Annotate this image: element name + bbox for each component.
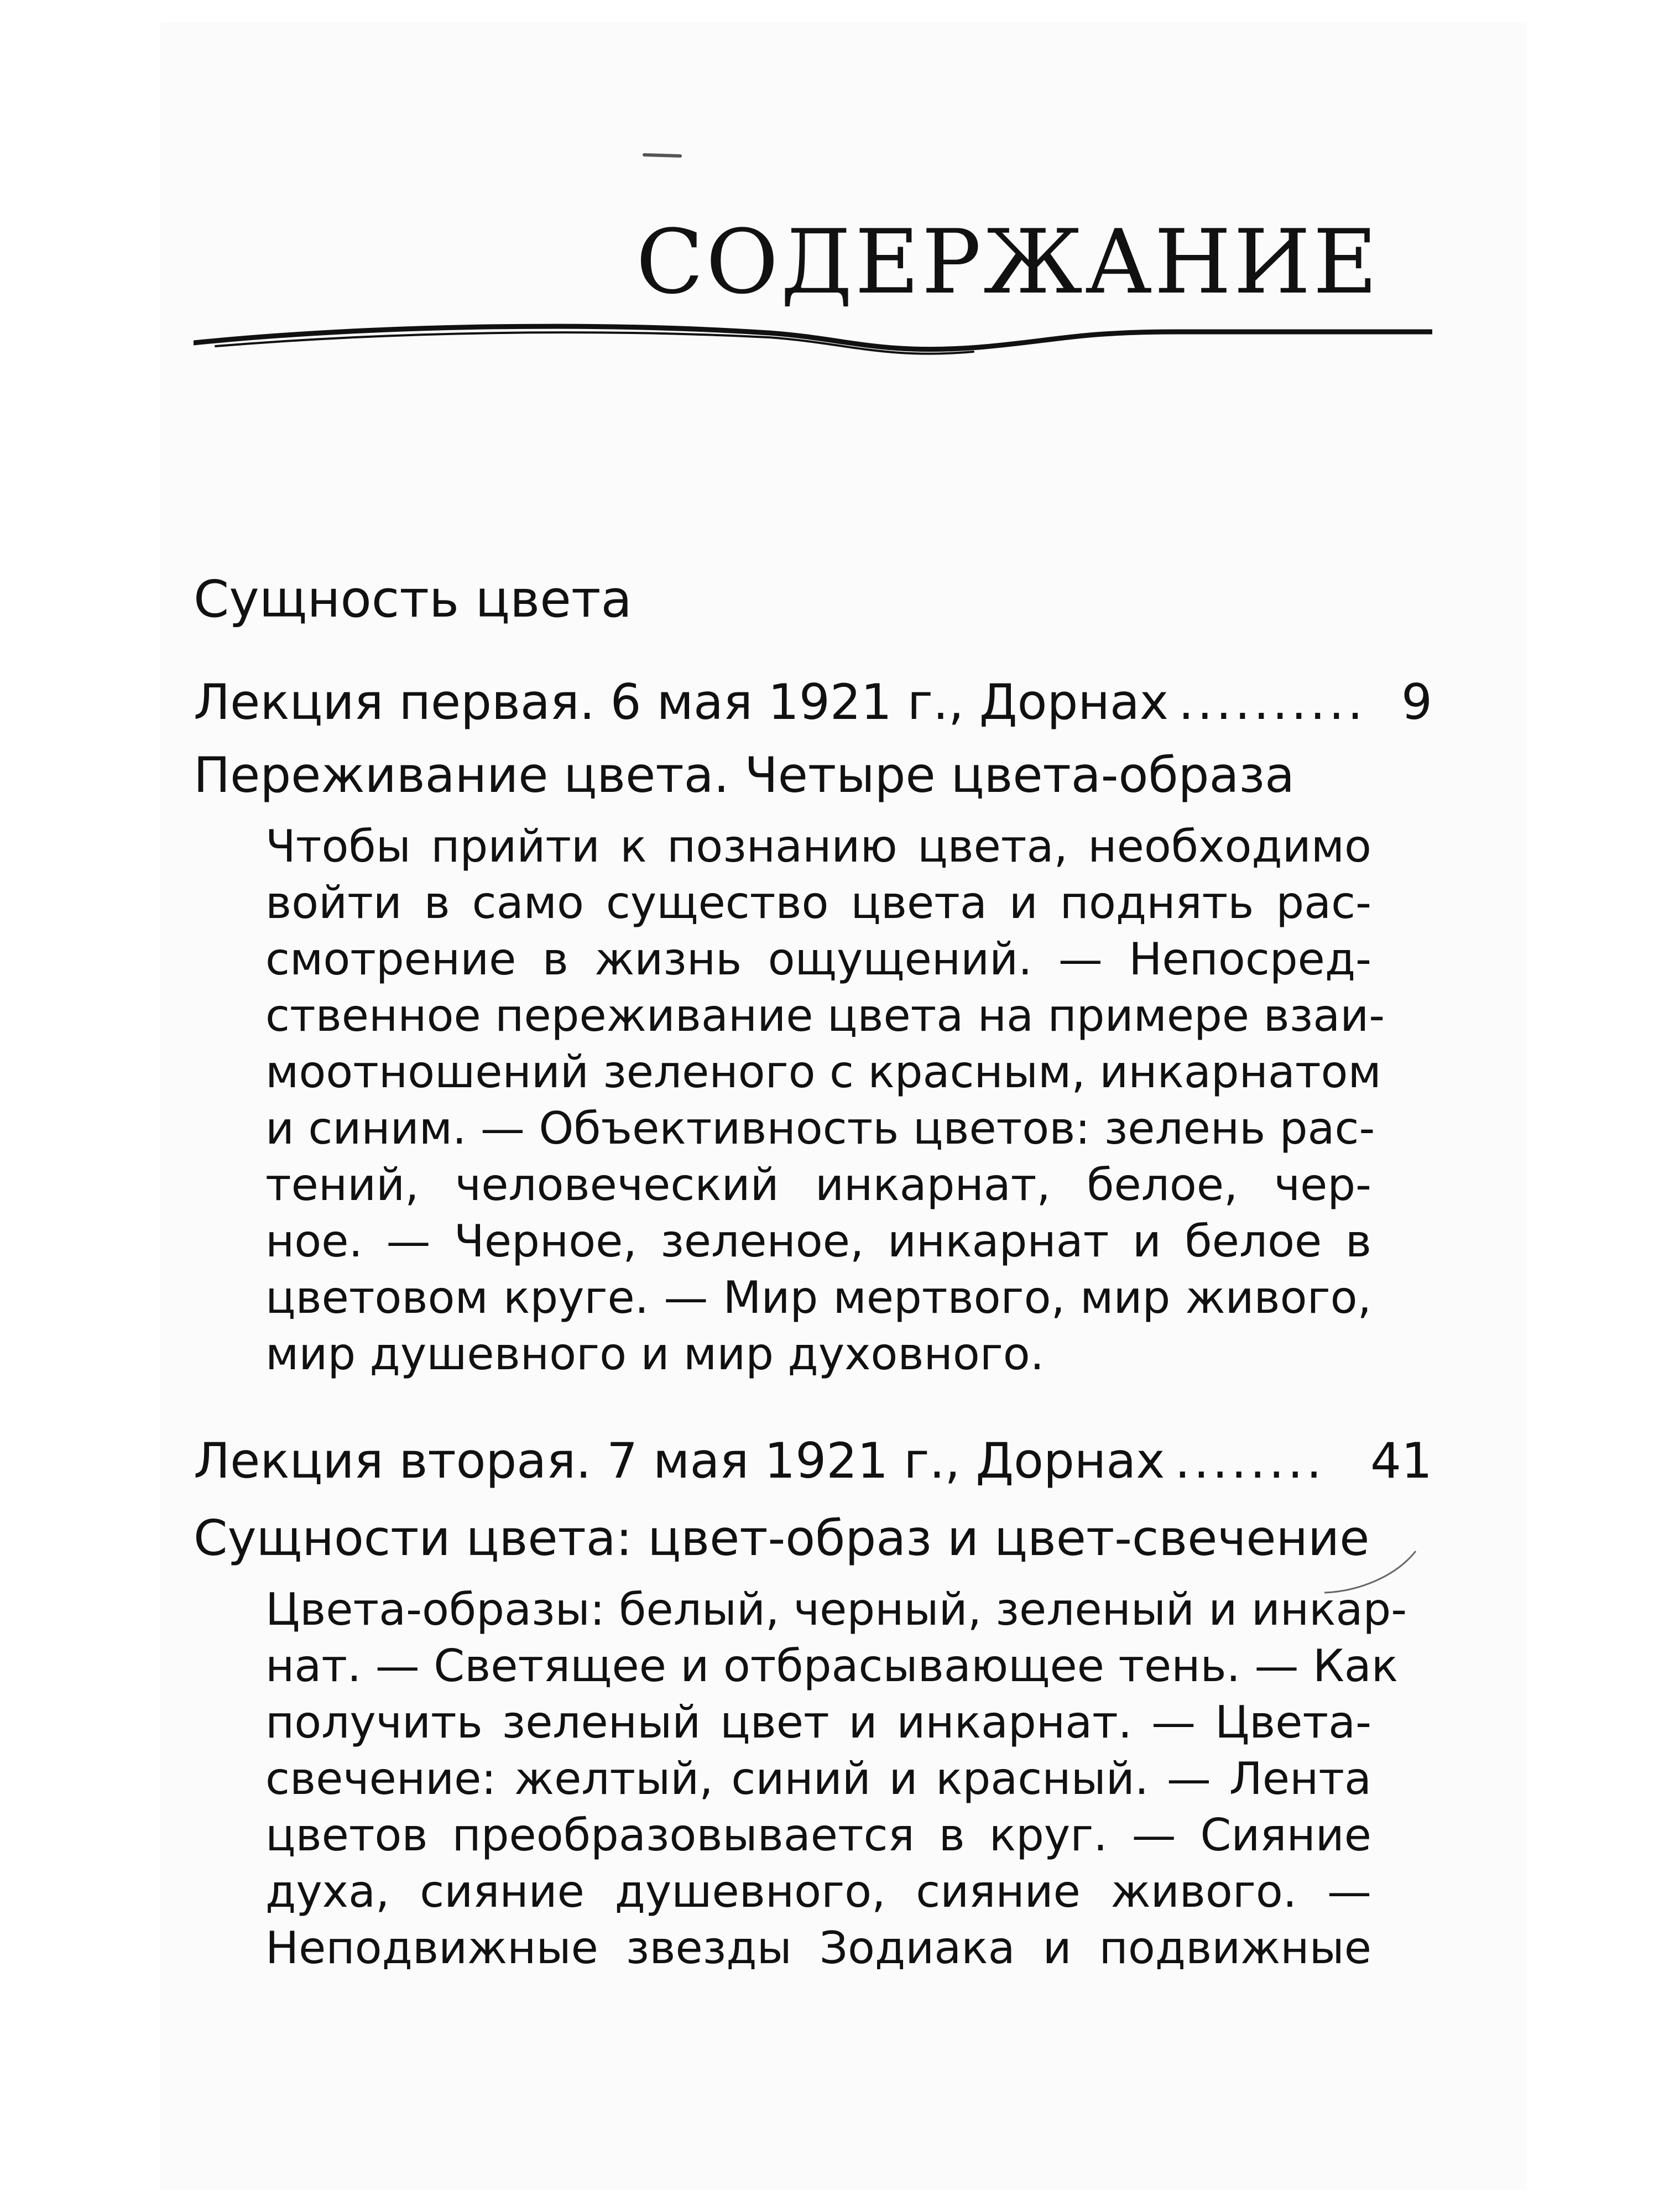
lecture-2-page-number: 41 xyxy=(1370,1432,1432,1489)
lecture-1-title: Переживание цвета. Четыре цвета-образа xyxy=(194,747,1295,804)
summary-line: ственное переживание цвета на примере взаи- xyxy=(265,990,1385,1041)
lecture-2-summary xyxy=(265,1582,1407,1976)
summary-line: цветов преобразовывается в круг. — Сияние xyxy=(265,1809,1371,1861)
section-heading: Сущность цвета xyxy=(194,570,632,629)
toc-title: СОДЕРЖАНИЕ xyxy=(636,210,1380,314)
summary-line: ное. — Черное, зеленое, инкарнат и белое в xyxy=(265,1215,1371,1267)
lecture-2-heading: Лекция вторая. 7 мая 1921 г., Дорнах xyxy=(194,1432,1165,1489)
lecture-1-summary xyxy=(265,818,1385,1383)
summary-line: свечение: желтый, синий и красный. — Лента xyxy=(265,1753,1371,1804)
dot-leader: .......... xyxy=(1178,674,1366,731)
summary-line: Неподвижные звезды Зодиака и подвижные xyxy=(265,1922,1371,1974)
toc-entry-lecture-2[interactable] xyxy=(194,1432,1432,1489)
summary-line: тений, человеческий инкарнат, белое, чер- xyxy=(265,1159,1371,1211)
summary-line: получить зеленый цвет и инкарнат. — Цвета- xyxy=(265,1697,1371,1748)
summary-line: цветовом круге. — Мир мертвого, мир живого, xyxy=(265,1272,1371,1323)
summary-line: мир душевного и мир духовного. xyxy=(265,1328,1045,1380)
summary-line: и синим. — Объективность цветов: зелень рас- xyxy=(265,1103,1375,1154)
lecture-1-page-number: 9 xyxy=(1401,674,1432,731)
dot-leader: ........ xyxy=(1175,1432,1326,1489)
lecture-1-heading: Лекция первая. 6 мая 1921 г., Дорнах xyxy=(194,674,1168,731)
toc-entry-lecture-1[interactable] xyxy=(194,674,1432,731)
lecture-2-title: Сущности цвета: цвет-образ и цвет-свечение xyxy=(194,1510,1370,1567)
summary-line: Чтобы прийти к познанию цвета, необходимо xyxy=(265,821,1371,872)
scan-mark xyxy=(1322,1548,1421,1598)
summary-line: Цвета-образы: белый, черный, зеленый и инкар- xyxy=(265,1584,1407,1635)
summary-line: нат. — Светящее и отбрасывающее тень. — Как xyxy=(265,1640,1399,1692)
summary-line: смотрение в жизнь ощущений. — Непосред- xyxy=(265,933,1371,985)
summary-line: духа, сияние душевного, сияние живого. — xyxy=(265,1866,1371,1917)
summary-line: моотношений зеленого с красным, инкарнатом xyxy=(265,1046,1381,1098)
decorative-swash-rule xyxy=(194,315,1432,365)
summary-line: войти в само существо цвета и поднять рас- xyxy=(265,877,1371,928)
scan-mark xyxy=(641,149,686,160)
